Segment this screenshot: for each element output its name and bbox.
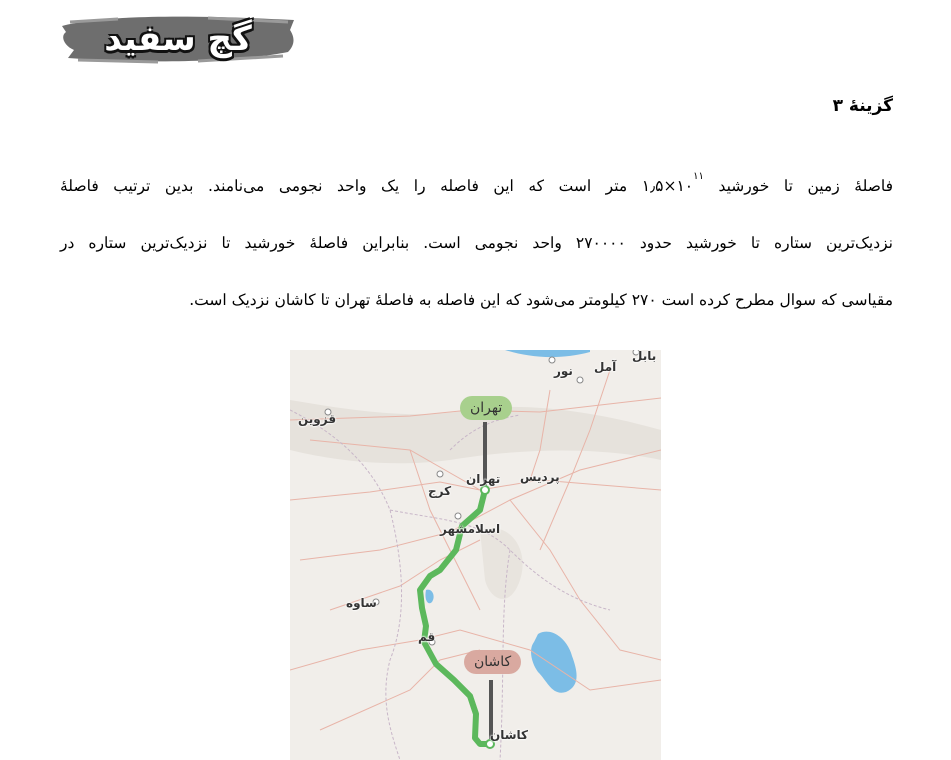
paragraph-line-1 bbox=[60, 158, 893, 215]
city-label-kashan: کاشان bbox=[490, 728, 529, 742]
namak-lake bbox=[531, 632, 577, 693]
tehran-bubble: تهران bbox=[460, 396, 512, 420]
line1-after: متر است که این فاصله را یک واحد نجومی می‌نامند. بدین ترتیب فاصلهٔ bbox=[60, 177, 628, 195]
city-label-saveh: ساوه bbox=[346, 596, 377, 610]
city-label-amol: آمل bbox=[594, 360, 617, 374]
distance-exponent: ۱۱ bbox=[693, 171, 704, 182]
distance-formula bbox=[641, 171, 704, 195]
city-label-karaj: کرج bbox=[428, 484, 452, 498]
city-label-qom: قم bbox=[418, 630, 436, 644]
city-label-tehran: تهران bbox=[466, 472, 501, 486]
city-label-qazvin: قزوین bbox=[298, 412, 337, 426]
kashan-bubble: کاشان bbox=[464, 650, 521, 674]
distance-number: ۱٫۵×۱۰ bbox=[641, 177, 694, 195]
line1-before: فاصلهٔ زمین تا خورشید bbox=[718, 177, 893, 195]
paragraph-line-3: مقیاسی که سوال مطرح کرده است ۲۷۰ کیلومتر می‌شود که این فاصله به فاصلهٔ تهران تا کاشان نزدیک است. bbox=[189, 291, 893, 309]
city-label-nur: نور bbox=[554, 364, 573, 378]
city-label-eslamshahr: اسلامشهر bbox=[440, 522, 501, 536]
city-label-pardis: پردیس bbox=[520, 470, 560, 484]
city-label-babol: بابل bbox=[632, 350, 657, 363]
paragraph-line-2: نزدیک‌ترین ستاره تا خورشید حدود ۲۷۰۰۰۰ واحد نجومی است. بنابراین فاصلهٔ خورشید تا نزدیک‌ترین ستاره در bbox=[60, 234, 893, 252]
explanation-paragraph bbox=[60, 158, 893, 329]
route-map bbox=[290, 350, 661, 760]
logo-text: گچ سفید bbox=[104, 19, 252, 59]
option-heading: گزینهٔ ۳ bbox=[832, 96, 893, 116]
caspian-sea bbox=[505, 350, 590, 357]
logo bbox=[58, 10, 298, 68]
small-lake bbox=[425, 590, 433, 604]
